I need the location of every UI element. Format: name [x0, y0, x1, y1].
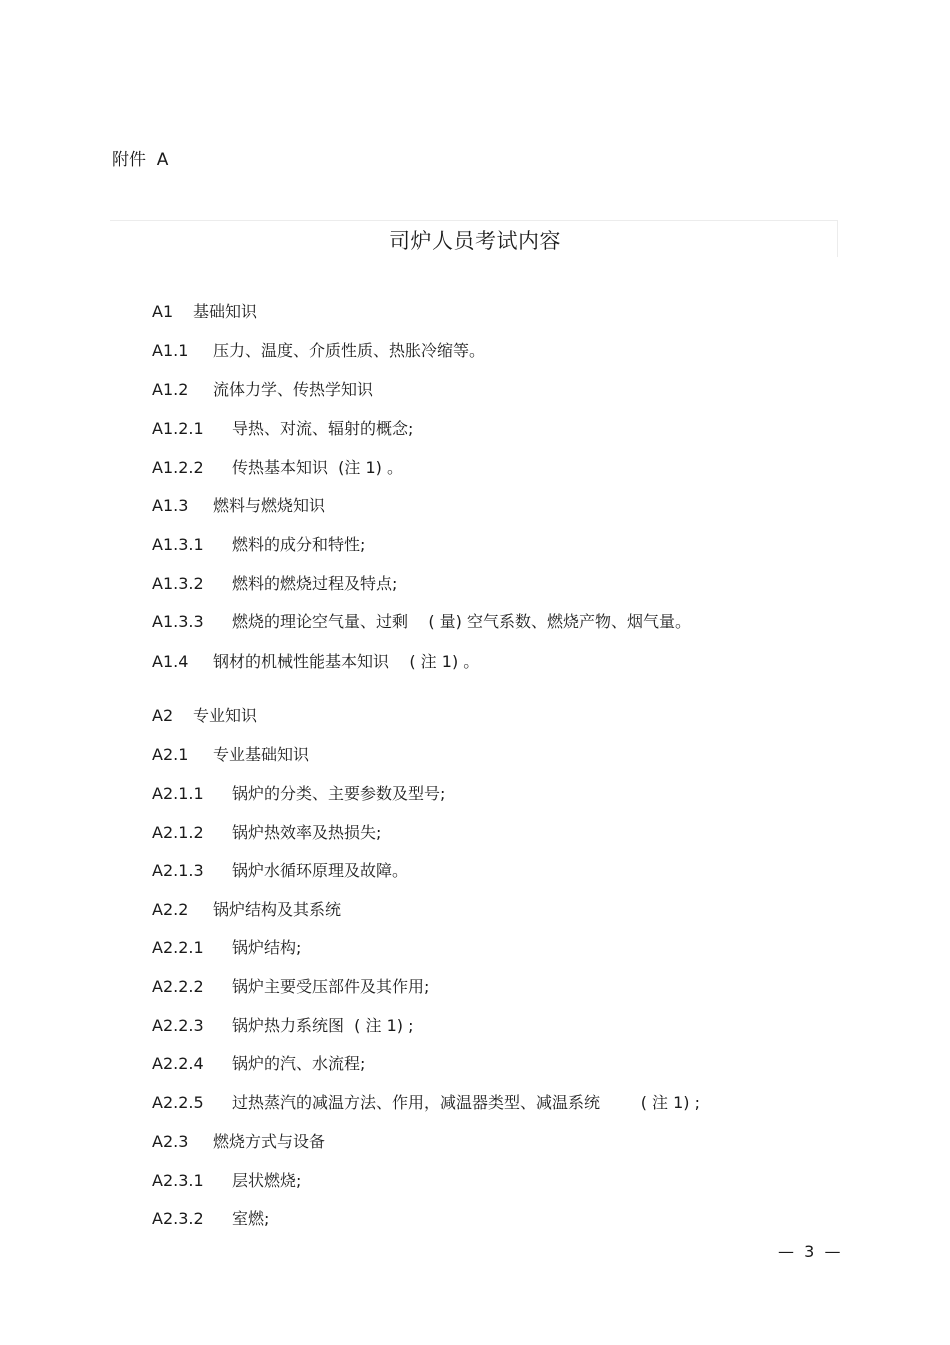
item-code: A2.3: [152, 1132, 189, 1151]
item-text: 室燃;: [232, 1209, 270, 1228]
item-text: 燃料的燃烧过程及特点;: [232, 574, 398, 593]
list-item: [152, 1169, 301, 1193]
list-item: [152, 782, 445, 806]
list-item: [152, 859, 408, 883]
item-text: 锅炉结构;: [232, 938, 302, 957]
list-item: [152, 898, 341, 922]
item-code: A2.3.1: [152, 1171, 204, 1190]
item-code: A2.2.3: [152, 1016, 204, 1035]
list-item: [152, 456, 403, 480]
item-code: A2.1.2: [152, 823, 204, 842]
item-text: 过热蒸汽的减温方法、作用，减温器类型、减温系统 ( 注 1) ;: [232, 1093, 701, 1112]
item-code: A1.3: [152, 496, 189, 515]
section-heading: [152, 300, 257, 324]
list-item: [152, 650, 479, 674]
item-code: A2.1.3: [152, 861, 204, 880]
item-code: A1.2.1: [152, 419, 204, 438]
list-item: [152, 1130, 325, 1154]
item-code: A1.3.1: [152, 535, 204, 554]
list-item: [152, 1207, 269, 1231]
list-item: [152, 743, 309, 767]
list-item: [152, 1052, 365, 1076]
document-title: 司炉人员考试内容: [389, 229, 561, 253]
item-code: A1.3.2: [152, 574, 204, 593]
item-code: A1: [152, 302, 174, 321]
item-code: A1.4: [152, 652, 189, 671]
item-text: 层状燃烧;: [232, 1171, 302, 1190]
list-item: [152, 936, 301, 960]
item-text: 专业知识: [193, 706, 258, 725]
item-code: A2.2.2: [152, 977, 204, 996]
item-code: A1.1: [152, 341, 189, 360]
list-item: [152, 975, 429, 999]
list-item: [152, 1091, 700, 1115]
item-text: 锅炉主要受压部件及其作用;: [232, 977, 430, 996]
item-text: 锅炉结构及其系统: [213, 900, 342, 919]
item-text: 钢材的机械性能基本知识 ( 注 1) 。: [213, 652, 480, 671]
item-text: 专业基础知识: [213, 745, 310, 764]
list-item: [152, 417, 413, 441]
item-text: 导热、对流、辐射的概念;: [232, 419, 414, 438]
item-text: 传热基本知识 (注 1) 。: [232, 458, 404, 477]
item-text: 燃烧方式与设备: [213, 1132, 326, 1151]
item-text: 锅炉热力系统图 ( 注 1) ;: [232, 1016, 414, 1035]
item-text: 锅炉热效率及热损失;: [232, 823, 382, 842]
list-item: [152, 1014, 414, 1038]
item-code: A2.2.1: [152, 938, 204, 957]
item-text: 流体力学、传热学知识: [213, 380, 374, 399]
list-item: [152, 339, 485, 363]
page-number: — 3 —: [778, 1242, 841, 1261]
list-item: [152, 533, 365, 557]
item-code: A1.2.2: [152, 458, 204, 477]
list-item: [152, 821, 381, 845]
item-code: A2.3.2: [152, 1209, 204, 1228]
item-code: A1.2: [152, 380, 189, 399]
item-code: A2: [152, 706, 174, 725]
item-text: 锅炉水循环原理及故障。: [232, 861, 409, 880]
item-text: 锅炉的汽、水流程;: [232, 1054, 366, 1073]
list-item: [152, 378, 373, 402]
item-text: 压力、温度、介质性质、热胀冷缩等。: [213, 341, 486, 360]
list-item: [152, 610, 691, 634]
list-item: [152, 494, 325, 518]
item-text: 燃料与燃烧知识: [213, 496, 326, 515]
item-code: A2.2.5: [152, 1093, 204, 1112]
item-code: A2.1.1: [152, 784, 204, 803]
item-code: A1.3.3: [152, 612, 204, 631]
item-text: 燃烧的理论空气量、过剩 ( 量) 空气系数、燃烧产物、烟气量。: [232, 612, 692, 631]
item-code: A2.2: [152, 900, 189, 919]
attachment-label: 附件 A: [112, 150, 169, 170]
section-heading: [152, 704, 257, 728]
item-text: 基础知识: [193, 302, 258, 321]
item-code: A2.2.4: [152, 1054, 204, 1073]
item-code: A2.1: [152, 745, 189, 764]
list-item: [152, 572, 397, 596]
item-text: 燃料的成分和特性;: [232, 535, 366, 554]
item-text: 锅炉的分类、主要参数及型号;: [232, 784, 446, 803]
